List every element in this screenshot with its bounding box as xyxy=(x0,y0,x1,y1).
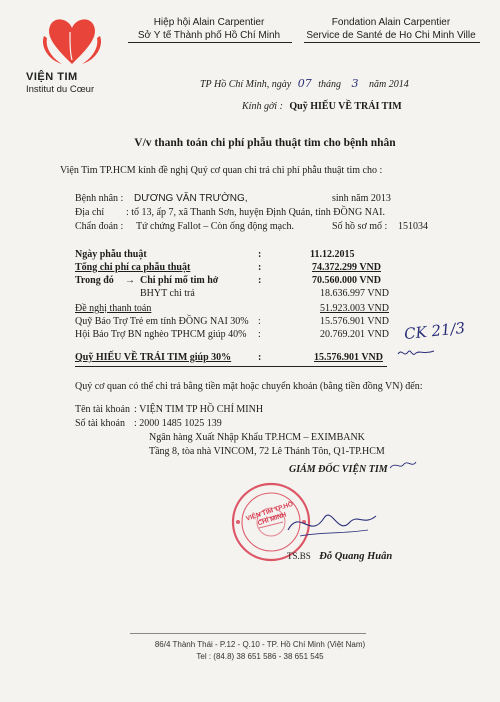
colon: : xyxy=(258,275,262,286)
logo-subtitle: Institut du Cœur xyxy=(26,84,95,95)
date-year: năm 2014 xyxy=(369,79,409,90)
colon: : xyxy=(258,329,261,340)
date-month-label: tháng xyxy=(318,79,341,90)
header-left-line1: Hiệp hội Alain Carpentier xyxy=(153,17,265,28)
breakdown-label: Trong đó xyxy=(75,275,114,286)
arrow-icon: → xyxy=(125,275,135,286)
intro-text: Viện Tim TP.HCM kính đề nghị Quý cơ quan chi trả chi phí phẫu thuật tim cho : xyxy=(60,165,383,176)
subject-line: V/v thanh toán chi phí phẫu thuật tim cho bệnh nhân xyxy=(134,137,396,149)
account-name-label: Tên tài khoản xyxy=(75,404,130,415)
total-value: 74.372.299 VND xyxy=(312,262,381,273)
patient-birth: sinh năm 2013 xyxy=(332,193,391,204)
header-right-underline xyxy=(304,42,480,43)
footer-address: 86/4 Thành Thái - P.12 - Q.10 - TP. Hồ Chí Minh (Việt Nam) xyxy=(154,640,366,649)
patient-address: : tổ 13, ấp 7, xã Thanh Sơn, huyện Định Quán, tỉnh ĐỒNG NAI. xyxy=(126,207,385,218)
account-number: : 2000 1485 1025 139 xyxy=(134,418,222,429)
fund3-rule xyxy=(75,366,387,367)
payment-note: Quý cơ quan có thể chi trả bằng tiền mặt hoặc chuyển khoản (bằng tiền đồng VN) đến: xyxy=(75,381,423,392)
fund1-label: Quỹ Bảo Trợ Trẻ em tỉnh ĐỒNG NAI 30% xyxy=(75,316,249,327)
footer-phone: Tel : (84.8) 38 651 586 - 38 651 545 xyxy=(196,652,324,661)
colon: : xyxy=(258,262,262,273)
logo-name: VIỆN TIM xyxy=(26,71,78,83)
fund3-value: 15.576.901 VND xyxy=(314,352,383,363)
fund2-label: Hội Bảo Trợ BN nghèo TPHCM giúp 40% xyxy=(75,329,247,340)
signature-name: Đỗ Quang Huân xyxy=(319,551,393,562)
initial-scribble-icon xyxy=(396,346,436,360)
header-left-underline xyxy=(128,42,292,43)
open-heart-value: 70.560.000 VND xyxy=(312,275,381,286)
bhyt-value: 18.636.997 VND xyxy=(320,288,389,299)
request-value: 51.923.003 VND xyxy=(320,303,389,314)
handwritten-note: CK 21/3 xyxy=(403,318,466,344)
file-label: Số hồ sơ mổ : xyxy=(332,221,388,232)
footer-rule xyxy=(130,633,366,634)
header-right-line2: Service de Santé de Ho Chi Minh Ville xyxy=(306,30,476,41)
date-month: 3 xyxy=(351,77,359,90)
initial-mark-icon xyxy=(388,458,418,472)
addressee-value: Quỹ HIẾU VỀ TRÁI TIM xyxy=(289,101,402,112)
surgery-date-label: Ngày phẫu thuật xyxy=(75,249,147,260)
date-line xyxy=(200,78,409,91)
colon: : xyxy=(258,352,262,363)
file-number: 151034 xyxy=(398,221,428,232)
account-number-label: Số tài khoản xyxy=(75,418,125,429)
open-heart-label: Chi phí mổ tim hở xyxy=(140,275,219,286)
header-right-line1: Fondation Alain Carpentier xyxy=(331,17,451,28)
patient-name: DƯƠNG VĂN TRƯỜNG, xyxy=(134,193,248,204)
handwritten-signature-icon xyxy=(280,500,380,550)
date-day: 07 xyxy=(297,77,312,90)
signature-title: GIÁM ĐỐC VIỆN TIM xyxy=(289,464,388,475)
patient-name-label: Bệnh nhân : xyxy=(75,193,124,204)
date-prefix: TP Hồ Chí Minh, ngày xyxy=(200,79,292,90)
fund1-value: 15.576.901 VND xyxy=(320,316,389,327)
colon: : xyxy=(258,316,261,327)
fund2-value: 20.769.201 VND xyxy=(320,329,389,340)
surgery-date: 11.12.2015 xyxy=(310,249,355,260)
addressee-label: Kính gởi : xyxy=(242,101,283,112)
request-label: Đề nghị thanh toán xyxy=(75,303,152,314)
total-label: Tổng chi phí ca phẫu thuật xyxy=(75,262,191,273)
addressee xyxy=(242,101,402,113)
signature-title-prefix: TS.BS xyxy=(287,551,311,561)
diagnosis-label: Chẩn đoán : xyxy=(75,221,124,232)
stamp-text: VIỆN TIM TP.HỒ CHÍ MINH xyxy=(245,500,294,528)
account-name: : VIỆN TIM TP HỒ CHÍ MINH xyxy=(134,404,264,415)
address-label: Địa chỉ xyxy=(75,207,105,218)
bhyt-label: BHYT chi trả xyxy=(140,288,195,299)
bank-name: Ngân hàng Xuất Nhập Khẩu TP.HCM – EXIMBANK xyxy=(149,432,365,443)
colon: : xyxy=(258,249,262,260)
fund3-label: Quỹ HIẾU VỀ TRÁI TIM giúp 30% xyxy=(75,352,232,363)
header-left-line2: Sở Y tế Thành phố Hồ Chí Minh xyxy=(137,30,281,41)
signature-name-line xyxy=(287,550,392,563)
heart-hands-logo-icon xyxy=(30,10,114,70)
diagnosis-value: Tứ chứng Fallot – Còn ống động mạch. xyxy=(136,221,295,232)
bank-address: Tầng 8, tòa nhà VINCOM, 72 Lê Thánh Tôn, Q1-TP.HCM xyxy=(149,446,385,457)
